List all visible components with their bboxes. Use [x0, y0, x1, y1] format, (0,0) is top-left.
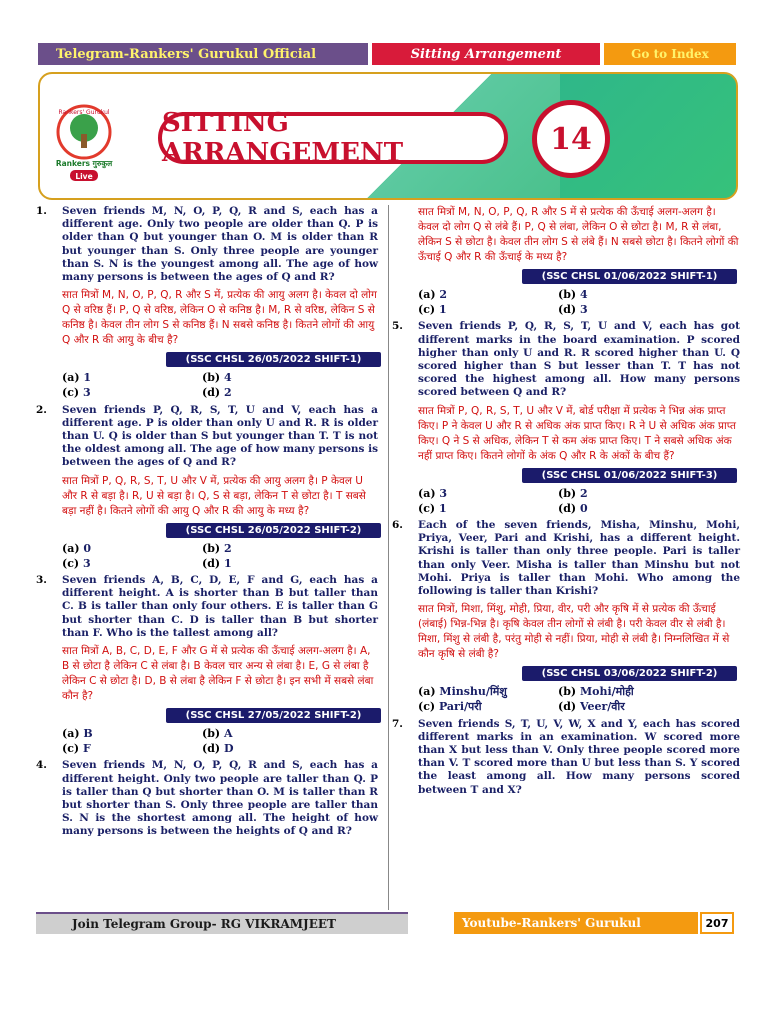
question-hindi-text: सात मित्रों, मिशा, मिंशु, मोही, प्रिया, वीर, परी और कृषि में से प्रत्येक की ऊँचाई (लंबाई) भिन्न-भिन्न है। कृषि केवल तीन लोगों से लंबी है। परी केवल वीर से लंबी है। मिशा, मिंशु से लंबी है, परंतु मोही से नहीं। प्रिया, मोही से लंबी है। निम्नलिखित में से कौन कृषि से लंबी है? — [418, 603, 730, 661]
chapter-number: 14 — [532, 100, 610, 178]
question-text: Seven friends M, N, O, P, Q, R and S, each has a different height. Only two people are taller than Q. P is taller than Q but shorter than O. M is taller than R but shorter than S. Only three people are taller than S. N is the shortest among all. The height of how many persons is between the heights of Q and R? — [62, 759, 378, 838]
option-d[interactable]: (d) D — [202, 742, 234, 756]
option-a[interactable]: (a) B — [62, 727, 93, 741]
question-number: 1. — [36, 205, 47, 217]
option-b[interactable]: (b) 2 — [558, 486, 588, 500]
option-d[interactable]: (d) 2 — [202, 386, 232, 400]
option-c[interactable]: (c) 1 — [418, 303, 447, 317]
exam-tag: (SSC CHSL 01/06/2022 SHIFT-3) — [522, 468, 737, 483]
option-d[interactable]: (d) 1 — [202, 556, 232, 570]
exam-tag: (SSC CHSL 01/06/2022 SHIFT-1) — [522, 269, 737, 284]
header-topic-label: Sitting Arrangement — [372, 43, 600, 65]
option-c[interactable]: (c) Pari/परी — [418, 700, 482, 714]
exam-tag: (SSC CHSL 26/05/2022 SHIFT-2) — [166, 523, 381, 538]
question-text: Seven friends M, N, O, P, Q, R and S, each has a different age. Only two people are older than Q. P is older than Q but younger than O. M is older than R but younger than S. Only three people are younger than S. N is the youngest among all. The age of how many persons is between the ages of Q and R? — [62, 205, 378, 284]
exam-tag: (SSC CHSL 03/06/2022 SHIFT-2) — [522, 666, 737, 681]
questions-area — [36, 205, 740, 910]
question-text: Each of the seven friends, Misha, Minshu, Mohi, Priya, Veer, Pari and Krishi, has a different height. Krishi is taller than only three people. Pari is taller than only Veer. Misha is taller than Minshu but not Mohi. Priya is taller than Mohi. Who among the following is taller than Krishi? — [418, 519, 740, 598]
question-number: 5. — [392, 320, 403, 333]
exam-tag: (SSC CHSL 26/05/2022 SHIFT-1) — [166, 352, 381, 367]
chapter-banner — [38, 72, 738, 200]
question-item — [36, 574, 378, 640]
question-hindi-text: सात मित्रों P, Q, R, S, T, U और V में, प्रत्येक की आयु अलग है। P केवल U और R से बड़ा है। R, U से बड़ा है। Q, S से बड़ा, लेकिन T से छोटा है। T सबसे बड़ा नहीं है। कितने लोगों की आयु Q और R की आयु के मध्य है? — [62, 474, 366, 517]
option-c[interactable]: (c) F — [62, 742, 91, 756]
option-a[interactable]: (a) 1 — [62, 371, 92, 385]
options-grid — [62, 542, 378, 570]
footer-telegram-group: Join Telegram Group- RG VIKRAMJEET — [36, 912, 408, 934]
question-number: 6. — [392, 519, 403, 532]
options-grid — [418, 685, 740, 713]
option-b[interactable]: (b) 4 — [558, 288, 588, 301]
question-hindi-text: सात मित्रों M, N, O, P, Q, R और S में, प्रत्येक की आयु अलग है। केवल दो लोग Q से वरिष्ठ हैं। P, Q से वरिष्ठ, लेकिन O से कनिष्ठ है। M, R से वरिष्ठ, लेकिन S से कनिष्ठ है। केवल तीन लोग S से कनिष्ठ हैं। N सबसे कनिष्ठ है। कितने लोगों की आयु Q और R की आयु के बीच है? — [62, 289, 377, 347]
question-number: 3. — [36, 574, 47, 587]
left-column — [36, 205, 378, 842]
logo-brand-text: Rankers गुरुकुल — [55, 159, 113, 168]
question-text: Seven friends P, Q, R, S, T, U and V, each has a different age. P is older than only U and R. R is older than U. Q is older than S but younger than T. T is not the oldest among all. The age of how many persons is between the ages of Q and R? — [62, 403, 378, 469]
options-grid — [62, 727, 378, 755]
page-number: 207 — [700, 912, 734, 934]
options-grid — [418, 288, 740, 316]
question-hindi-text: सात मित्रों A, B, C, D, E, F और G में से प्रत्येक की ऊँचाई अलग-अलग है। A, B से छोटा है लेकिन C से लंबा है। B केवल चार अन्य से लंबा है। E, G से लंबा है लेकिन C से छोटा है। D, B से लंबा है लेकिन F से छोटा है। इन सभी में सबसे लंबा कौन है? — [62, 645, 374, 703]
question-item — [392, 320, 740, 399]
option-b[interactable]: (b) A — [202, 727, 233, 741]
option-d[interactable]: (d) 3 — [558, 303, 588, 317]
option-c[interactable]: (c) 3 — [62, 386, 91, 400]
option-a[interactable]: (a) 2 — [418, 288, 448, 301]
header-telegram-label: Telegram-Rankers' Gurukul Official — [38, 43, 368, 65]
question-hindi-text: सात मित्रों M, N, O, P, Q, R और S में से प्रत्येक की ऊँचाई अलग-अलग है। केवल दो लोग Q से लंबे हैं। P, Q से लंबा, लेकिन O से छोटा है। M, R से लंबा, लेकिन S से छोटा है। केवल तीन लोग S से लंबे हैं। N सबसे छोटा है। कितने लोगों की ऊँचाई Q और R की ऊँचाई के मध्य है? — [418, 206, 739, 263]
logo-live-text: Live — [75, 172, 93, 181]
options-grid — [418, 487, 740, 515]
question-text: Seven friends A, B, C, D, E, F and G, each has a different height. A is shorter than B but taller than C. B is taller than only four others. E is taller than G but shorter than C. D is taller than B but shorter than F. Who is the tallest among all? — [62, 574, 378, 639]
question-item — [36, 404, 378, 470]
go-to-index-link[interactable]: Go to Index — [604, 43, 736, 65]
exam-tag: (SSC CHSL 27/05/2022 SHIFT-2) — [166, 708, 381, 723]
option-d[interactable]: (d) 0 — [558, 501, 588, 515]
option-b[interactable]: (b) Mohi/मोही — [558, 685, 634, 699]
question-text: Seven friends S, T, U, V, W, X and Y, each has scored different marks in an examination. W scored more than X but less than V. Only three people scored more than V. T scored more than U but less than S. Y scored the least among all. How many persons scored between T and X? — [418, 717, 740, 796]
footer-youtube-channel: Youtube-Rankers' Gurukul — [454, 912, 698, 934]
option-c[interactable]: (c) 1 — [418, 501, 447, 515]
logo-top-text: Rankers' Gurukul — [58, 109, 110, 116]
option-b[interactable]: (b) 4 — [202, 371, 232, 385]
question-hindi-text: सात मित्रों P, Q, R, S, T, U और V में, बोर्ड परीक्षा में प्रत्येक ने भिन्न अंक प्राप्त किए। P ने केवल U और R से अधिक अंक प्राप्त किए। R ने U से अधिक अंक प्राप्त किए। Q ने S से अधिक, लेकिन T से कम अंक प्राप्त किए। T ने सबसे अधिक अंक नहीं प्राप्त किए। कितने लोगों के अंक Q और R के अंकों के बीच हैं? — [418, 404, 736, 462]
right-column — [392, 205, 740, 800]
rankers-gurukul-logo — [52, 104, 116, 184]
option-d[interactable]: (d) Veer/वीर — [558, 700, 625, 714]
option-c[interactable]: (c) 3 — [62, 556, 91, 570]
question-item — [392, 718, 740, 797]
question-item — [392, 519, 740, 598]
option-a[interactable]: (a) 3 — [418, 486, 448, 500]
question-text: Seven friends P, Q, R, S, T, U and V, each has got different marks in the board examination. P scored higher than only U and R. R scored higher than U. Q scored higher than S but lesser than T. T has not scored the highest among all. How many persons scored between Q and R? — [418, 320, 740, 399]
options-grid — [62, 371, 378, 399]
question-item — [36, 205, 378, 284]
question-number: 7. — [392, 717, 403, 730]
chapter-title: SITTING ARRANGEMENT — [158, 112, 508, 164]
option-a[interactable]: (a) 0 — [62, 541, 92, 555]
question-item — [36, 759, 378, 838]
question-number: 4. — [36, 759, 47, 772]
question-number: 2. — [36, 403, 47, 416]
option-b[interactable]: (b) 2 — [202, 541, 232, 555]
option-a[interactable]: (a) Minshu/मिंशु — [418, 685, 507, 699]
